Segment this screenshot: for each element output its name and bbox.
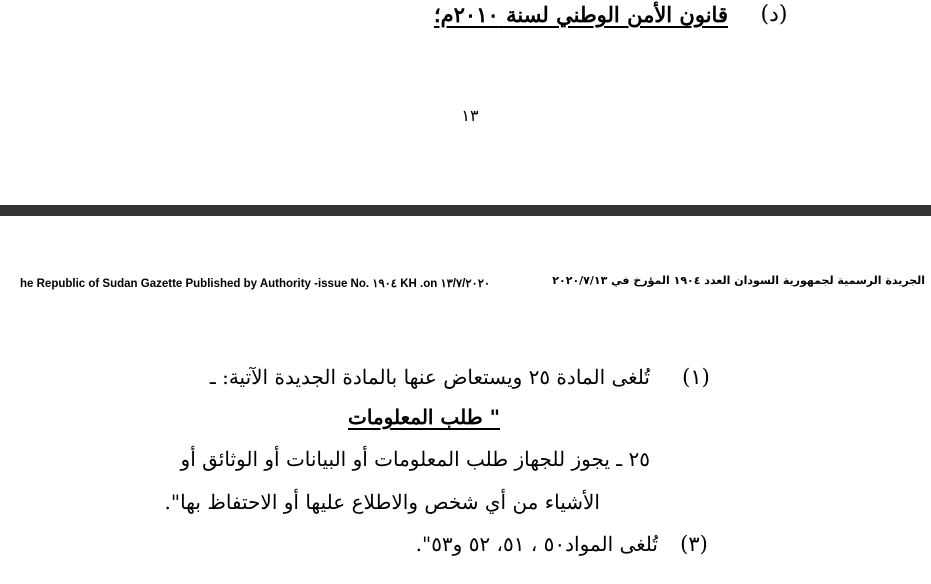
page-number: ١٣: [461, 106, 479, 125]
clause-text: تُلغى المواد٥٠ ، ٥١، ٥٢ و٥٣".: [415, 532, 658, 556]
clause-marker: (د): [760, 2, 788, 27]
clause-number: (٣): [680, 532, 708, 556]
section-text-line: ٢٥ ـ يجوز للجهاز طلب المعلومات أو البيانات أو الوثائق أو: [180, 447, 650, 471]
header-arabic: الجريدة الرسمية لجمهورية السودان العدد ١٩٠٤ المؤرخ في ٢٠٢٠/٧/١٣: [552, 274, 925, 287]
section-text-line: الأشياء من أي شخص والاطلاع عليها أو الاحتفاظ بها".: [164, 490, 600, 514]
clause-text: تُلغى المادة ٢٥ ويستعاض عنها بالمادة الجديدة الآتية: ـ: [209, 365, 650, 389]
header-english: he Republic of Sudan Gazette Published by Authority -issue No. ١٩٠٤ KH .on ١٣/٧/٢٠٢٠: [20, 278, 491, 290]
clause-number: (١): [682, 365, 710, 389]
law-title: قانون الأمن الوطني لسنة ٢٠١٠م؛: [433, 2, 728, 27]
section-heading: " طلب المعلومات: [348, 405, 500, 429]
page-divider: [0, 205, 931, 216]
